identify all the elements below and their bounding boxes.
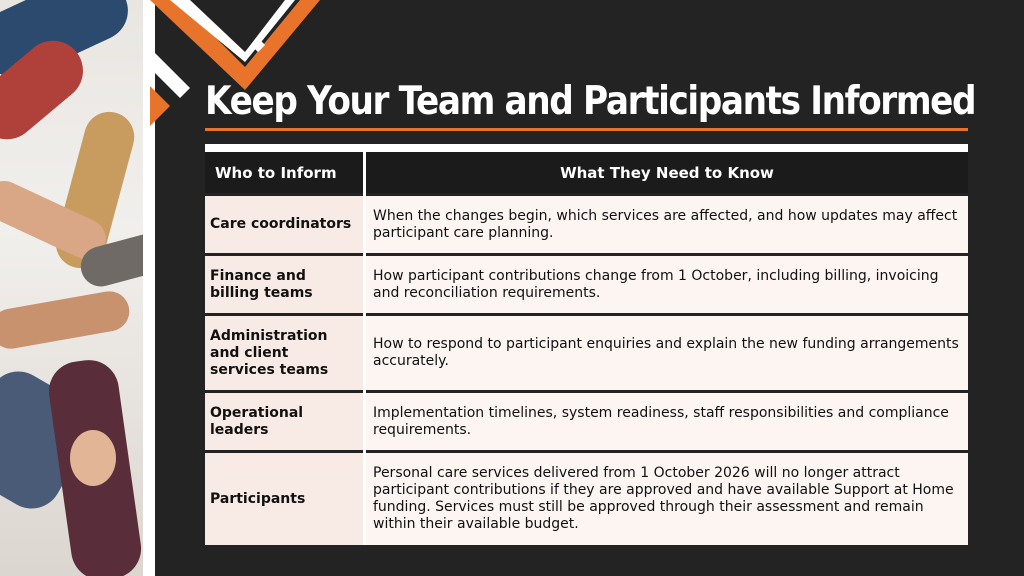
inform-table	[205, 144, 968, 545]
table-top-bar	[205, 144, 968, 152]
what-cell: Implementation timelines, system readiness, staff responsibilities and compliance requirements.	[365, 392, 969, 452]
header-who: Who to Inform	[205, 152, 365, 195]
who-cell: Care coordinators	[205, 195, 365, 255]
table-row	[205, 315, 968, 392]
who-cell: Finance and billing teams	[205, 255, 365, 315]
title-underline	[205, 128, 968, 131]
who-cell: Operational leaders	[205, 392, 365, 452]
page-title: Keep Your Team and Participants Informed	[205, 79, 976, 124]
what-cell: How to respond to participant enquiries and explain the new funding arrangements accurately.	[365, 315, 969, 392]
what-cell: Personal care services delivered from 1 October 2026 will no longer attract participant contributions if they are approved and have available Support at Home funding. Services must still be approved through their assessment and remain within their available budget.	[365, 452, 969, 546]
table-row	[205, 195, 968, 255]
what-cell: How participant contributions change from 1 October, including billing, invoicing and reconciliation requirements.	[365, 255, 969, 315]
table-row	[205, 255, 968, 315]
table-row	[205, 392, 968, 452]
team-hands-photo	[0, 0, 143, 576]
table-row	[205, 452, 968, 546]
who-cell: Participants	[205, 452, 365, 546]
header-what: What They Need to Know	[365, 152, 969, 195]
who-cell: Administration and client services teams	[205, 315, 365, 392]
table-header-row	[205, 152, 968, 195]
what-cell: When the changes begin, which services are affected, and how updates may affect participant care planning.	[365, 195, 969, 255]
